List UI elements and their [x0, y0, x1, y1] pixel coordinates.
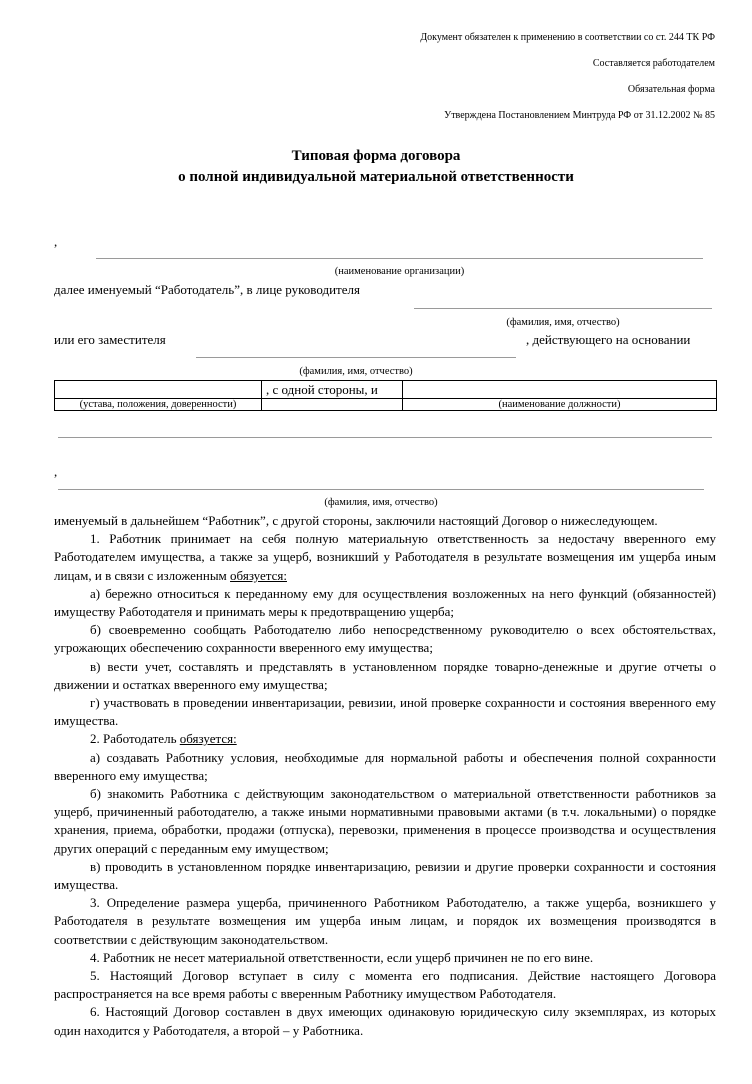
position-cell[interactable] — [403, 381, 717, 399]
clause-2-text: 2. Работодатель — [90, 731, 180, 747]
document-title: Типовая форма договора — [291, 148, 461, 164]
contract-body — [54, 512, 716, 1040]
employer-text: далее именуемый “Работодатель”, в лице руководителя — [54, 282, 360, 297]
header-note-mandatory: Обязательная форма — [627, 84, 715, 95]
clause-2b: б) знакомить Работника с действующим законодательством о материальной ответственности работников за ущерб, причиненный работодателю, а также иными нормативными правовыми актами (в т.ч. локальными) о порядке хранения, приема, обработки, продажи (отпуска), перевозки, применения в процессе производства и осуществления других операций с переданным ему имуществом; — [54, 786, 716, 856]
clause-1d: г) участвовать в проведении инвентаризации, ревизии, иной проверке сохранности и состояния вверенного ему имущества. — [54, 695, 716, 729]
basis-position-table — [54, 380, 717, 411]
deputy-text: или его заместителя — [54, 332, 166, 347]
organization-caption: (наименование организации) — [334, 266, 465, 277]
employee-position-line[interactable] — [58, 437, 712, 438]
employee-name-line[interactable] — [58, 489, 704, 490]
clause-5: 5. Настоящий Договор вступает в силу с момента его подписания. Действие настоящего Договора распространяется на все время работы с вверенным Работнику имуществом Работодателя. — [54, 968, 716, 1002]
clause-1-text: 1. Работник принимает на себя полную материальную ответственность за недостачу вверенного ему Работодателем имущества, а также за ущерб, возникший у Работодателя в результате возмещения им ущерба иным лицам, и в связи с изложенным — [54, 531, 716, 583]
clause-4: 4. Работник не несет материальной ответственности, если ущерб причинен не по его вине. — [90, 949, 594, 965]
clause-2-obligation: обязуется: — [179, 731, 237, 747]
clause-1c: в) вести учет, составлять и представлять в установленном порядке товарно-денежные и другие отчеты о движении и остатках вверенного ему имущества; — [54, 658, 716, 692]
basis-document-cell[interactable] — [55, 381, 262, 399]
position-caption: (наименование должности) — [403, 399, 717, 411]
employee-fio-caption: (фамилия, имя, отчество) — [324, 497, 438, 508]
clause-3: 3. Определение размера ущерба, причиненного Работником Работодателю, а также ущерба, возникшего у Работодателя в результате возмещения им ущерба иным лицам, и порядок их возмещения производятся в соответствии с действующим законодательством. — [54, 895, 716, 947]
intro-paragraph: именуемый в дальнейшем “Работник”, с другой стороны, заключили настоящий Договор о нижеследующем. — [54, 513, 658, 528]
clause-6: 6. Настоящий Договор составлен в двух имеющих одинаковую юридическую силу экземплярах, из которых один находится у Работодателя, а второй – у Работника. — [54, 1004, 716, 1038]
comma-mark-2: , — [54, 464, 58, 479]
clause-2 — [54, 730, 716, 748]
director-name-line[interactable] — [414, 308, 712, 309]
header-note-employer: Составляется работодателем — [592, 58, 715, 69]
header-note-tk: Документ обязателен к применению в соответствии со ст. 244 ТК РФ — [420, 32, 715, 43]
deputy-name-line[interactable] — [196, 357, 516, 358]
deputy-fio-caption: (фамилия, имя, отчество) — [299, 366, 413, 377]
clause-2c: в) проводить в установленном порядке инвентаризацию, ревизии и другие проверки сохранности и состояния имущества. — [54, 858, 716, 893]
organization-name-line[interactable] — [96, 258, 703, 259]
document-subtitle: о полной индивидуальной материальной ответственности — [178, 169, 574, 185]
basis-text: , действующего на основании — [526, 332, 691, 347]
one-side-cell: , с одной стороны, и — [262, 381, 403, 399]
comma-mark: , — [54, 234, 58, 249]
clause-1-obligation: обязуется: — [230, 567, 287, 583]
charter-caption: (устава, положения, доверенности) — [55, 399, 262, 411]
header-note-approved: Утверждена Постановлением Минтруда РФ от 31.12.2002 № 85 — [444, 110, 715, 121]
clause-1a: а) бережно относиться к переданному ему для осуществления возложенных на него функций (обязанностей) имуществу Работодателя и принимать меры к предотвращению ущерба; — [54, 585, 716, 620]
clause-2a: а) создавать Работнику условия, необходимые для нормальной работы и обеспечения полной сохранности вверенного ему имущества; — [54, 749, 716, 783]
empty-caption-cell — [262, 399, 403, 411]
director-fio-caption: (фамилия, имя, отчество) — [506, 317, 620, 328]
clause-1b: б) своевременно сообщать Работодателю либо непосредственному руководителю о всех обстоятельствах, угрожающих обеспечению сохранности вверенного ему имущества; — [54, 622, 716, 656]
clause-1 — [54, 530, 716, 585]
